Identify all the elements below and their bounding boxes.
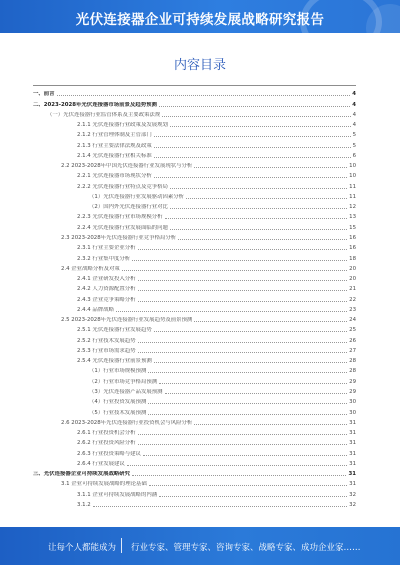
toc-entry-page: 16 [349, 234, 356, 241]
toc-entry-title: （1）行业市场规模预测 [89, 368, 147, 375]
toc-entry[interactable] [33, 374, 356, 384]
toc-leader-dots [194, 424, 347, 425]
toc-entry-title: 2.5.4 光伏连接器行业前景预测 [77, 358, 152, 365]
toc-entry-title: 2.6.3 行业投资策略与建议 [77, 450, 141, 457]
toc-entry[interactable] [33, 323, 356, 333]
toc-entry-page: 31 [349, 430, 356, 437]
toc-entry[interactable] [33, 262, 356, 272]
toc-entry-title: 2.5.1 光伏连接器行业发展趋势 [77, 327, 152, 334]
toc-entry-page: 18 [349, 255, 356, 262]
toc-entry-title: （2）行业市场竞争格局预测 [89, 378, 158, 385]
toc-leader-dots [122, 270, 347, 271]
toc-leader-dots [159, 106, 350, 107]
toc-leader-dots [93, 506, 347, 507]
toc-entry-title: 三、光伏连接器企业可持续发展战略研究 [33, 471, 131, 478]
toc-entry-title: 2.6.2 行业投资风险分析 [77, 440, 136, 447]
toc-leader-dots [154, 177, 347, 178]
toc-entry-page: 16 [349, 245, 356, 252]
toc-entry[interactable] [33, 385, 356, 395]
toc-entry-title: （5）行业技术发展预测 [89, 409, 147, 416]
toc-entry-page: 5 [352, 142, 356, 149]
toc-entry-title: 2.6.1 行业投资机会分析 [77, 430, 136, 437]
toc-entry-page: 28 [349, 358, 356, 365]
toc-entry-page: 24 [349, 317, 356, 324]
toc-entry-page: 11 [349, 183, 356, 190]
toc-entry-page: 31 [349, 450, 356, 457]
toc-entry-page: 27 [349, 347, 356, 354]
toc-leader-dots [194, 167, 347, 168]
toc-entry[interactable] [33, 303, 356, 313]
toc-leader-dots [170, 208, 347, 209]
toc-entry-title: 2.4.4 品牌战略 [77, 306, 114, 313]
toc-entry-title: 2.2.1 光伏连接器市场现状分析 [77, 173, 152, 180]
toc-entry-title: 2.6.4 行业发展建议 [77, 460, 125, 467]
toc-entry-title: 一、前言 [33, 91, 55, 98]
toc-entry-title: 2.3 2023-2028年光伏连接器行业竞争格局分析 [61, 234, 177, 241]
toc-entry-title: 2.5.3 行业市场需求趋势 [77, 347, 136, 354]
toc-entry[interactable] [33, 118, 356, 128]
toc-leader-dots [165, 218, 348, 219]
toc-leader-dots [154, 362, 347, 363]
toc-entry[interactable] [33, 436, 356, 446]
toc-leader-dots [132, 260, 347, 261]
toc-leader-dots [138, 434, 348, 435]
toc-entry-title: 2.2.3 光伏连接器行业市场规模分析 [77, 214, 163, 221]
toc-leader-dots [170, 188, 347, 189]
toc-entry-title: （1）光伏连接器行业发展驱动因素分析 [89, 193, 185, 200]
toc-entry-title: 3.1.2 [77, 501, 91, 508]
toc-entry[interactable] [33, 498, 356, 508]
toc-entry-page: 32 [349, 501, 356, 508]
toc-entry-page: 31 [348, 471, 356, 478]
toc-leader-dots [154, 147, 351, 148]
toc-leader-dots [138, 342, 348, 343]
toc-entry-title: 2.2.2 光伏连接器行业特点及竞争格局 [77, 183, 168, 190]
footer-divider [121, 538, 122, 553]
toc-leader-dots [116, 311, 347, 312]
toc-entry-page: 11 [349, 193, 356, 200]
toc-leader-dots [162, 116, 350, 117]
toc-entry-title: 2.4.3 企业竞争策略分析 [77, 296, 136, 303]
toc-entry[interactable] [33, 344, 356, 354]
toc-entry-title: 2.2.4 光伏连接器行业发展面临的问题 [77, 224, 168, 231]
toc-entry-page: 25 [349, 327, 356, 334]
footer-tagline: 行业专家、管理专家、咨询专家、战略专家、成功企业家…… [131, 543, 361, 553]
toc-entry-page: 12 [349, 204, 356, 211]
toc-divider [33, 85, 356, 86]
toc-entry[interactable] [33, 354, 356, 364]
toc-entry-title: 2.4.2 人力资源配置分析 [77, 286, 136, 293]
toc-entry-title: 2.3.2 行业集中度分析 [77, 255, 131, 262]
toc-entry[interactable] [33, 251, 356, 261]
toc-entry-title: 3.1.1 企业可持续发展战略的内涵 [77, 491, 158, 498]
toc-entry[interactable] [33, 467, 356, 477]
toc-entry-title: 二、2023-2028年光伏连接器市场前景及趋势预测 [33, 101, 157, 108]
toc-leader-dots [132, 475, 346, 476]
toc-entry-page: 31 [349, 460, 356, 467]
toc-entry[interactable] [33, 405, 356, 415]
toc-entry[interactable] [33, 128, 356, 138]
toc-entry-title: 2.3.1 行业主要企业分析 [77, 245, 136, 252]
toc-entry[interactable] [33, 97, 356, 107]
toc-entry-title: 2.1.2 行业管理体制及主管部门 [77, 132, 152, 139]
toc-leader-dots [186, 198, 347, 199]
toc-entry-page: 30 [349, 399, 356, 406]
report-header [0, 0, 400, 33]
toc-entry-title: 2.1.4 光伏连接器行业相关标准 [77, 152, 152, 159]
toc-entry[interactable] [33, 457, 356, 467]
toc-leader-dots [154, 331, 347, 332]
toc-leader-dots [138, 301, 348, 302]
toc-entry-page: 20 [349, 276, 356, 283]
toc-entry[interactable] [33, 87, 356, 97]
toc-entry-page: 32 [349, 491, 356, 498]
toc-entry[interactable] [33, 426, 356, 436]
toc-entry[interactable] [33, 169, 356, 179]
toc-entry-page: 10 [349, 173, 356, 180]
toc-entry-page: 20 [349, 265, 356, 272]
toc-entry-title: 3.1 企业可持续发展战略的理论基础 [61, 481, 147, 488]
toc-entry[interactable] [33, 138, 356, 148]
toc-leader-dots [194, 321, 347, 322]
toc-leader-dots [138, 290, 348, 291]
toc-leader-dots [143, 455, 347, 456]
toc-entry-page: 28 [349, 368, 356, 375]
toc-entry-page: 29 [349, 388, 356, 395]
toc-entry[interactable] [33, 272, 356, 282]
report-title: 光伏连接器企业可持续发展战略研究报告 [75, 12, 325, 28]
toc-entry[interactable] [33, 292, 356, 302]
table-of-contents [33, 87, 356, 508]
toc-entry-title: 2.1.1 光伏连接器行业政策及发展规划 [77, 122, 168, 129]
toc-entry-page: 29 [349, 378, 356, 385]
toc-entry[interactable] [33, 231, 356, 241]
toc-entry[interactable] [33, 179, 356, 189]
toc-entry-page: 6 [352, 152, 356, 159]
toc-entry-page: 4 [352, 122, 356, 129]
toc-leader-dots [159, 383, 347, 384]
toc-entry[interactable] [33, 477, 356, 487]
toc-entry-page: 13 [349, 214, 356, 221]
toc-entry-title: 2.6 2023-2028年光伏连接器行业投资机会与风险分析 [61, 419, 193, 426]
toc-entry-title: 2.1.3 行业主要法律法规及政策 [77, 142, 152, 149]
toc-leader-dots [148, 403, 347, 404]
toc-entry-page: 21 [349, 286, 356, 293]
toc-leader-dots [149, 485, 347, 486]
toc-entry[interactable] [33, 210, 356, 220]
toc-entry[interactable] [33, 416, 356, 426]
toc-entry-page: 5 [352, 132, 356, 139]
toc-leader-dots [138, 280, 348, 281]
toc-entry[interactable] [33, 282, 356, 292]
toc-leader-dots [127, 465, 347, 466]
toc-entry-page: 15 [349, 224, 356, 231]
toc-entry[interactable] [33, 159, 356, 169]
toc-entry[interactable] [33, 333, 356, 343]
toc-entry[interactable] [33, 487, 356, 497]
toc-leader-dots [178, 239, 347, 240]
toc-leader-dots [138, 249, 348, 250]
toc-entry-page: 30 [349, 409, 356, 416]
toc-leader-dots [170, 229, 347, 230]
toc-leader-dots [165, 393, 348, 394]
toc-entry-page: 26 [349, 337, 356, 344]
toc-entry[interactable] [33, 241, 356, 251]
toc-leader-dots [138, 444, 348, 445]
toc-entry-page: 4 [352, 101, 356, 108]
toc-leader-dots [170, 126, 351, 127]
toc-entry[interactable] [33, 108, 356, 118]
toc-entry-title: （2）国内外光伏连接器行业对比 [89, 204, 168, 211]
toc-leader-dots [159, 496, 347, 497]
toc-entry-title: （一）光伏连接器行业监管体系及主要政策法规 [47, 111, 161, 118]
toc-entry[interactable] [33, 446, 356, 456]
toc-entry[interactable] [33, 149, 356, 159]
toc-leader-dots [154, 157, 351, 158]
toc-entry-page: 22 [349, 296, 356, 303]
toc-entry[interactable] [33, 364, 356, 374]
toc-entry-page: 31 [349, 419, 356, 426]
toc-entry-title: 2.4.1 企业研发投入分析 [77, 276, 136, 283]
toc-entry[interactable] [33, 313, 356, 323]
toc-heading: 内容目录 [173, 58, 226, 73]
toc-entry-page: 10 [349, 163, 356, 170]
toc-entry[interactable] [33, 395, 356, 405]
toc-leader-dots [148, 414, 347, 415]
toc-entry-page: 31 [349, 440, 356, 447]
toc-entry-page: 4 [352, 111, 356, 118]
toc-entry-title: 2.5 2023-2028年光伏连接器行业发展趋势及前景预测 [61, 317, 193, 324]
toc-entry-title: 2.5.2 行业技术发展趋势 [77, 337, 136, 344]
toc-entry[interactable] [33, 220, 356, 230]
footer-slogan: 让每个人都能成为 [48, 543, 117, 553]
toc-leader-dots [148, 372, 347, 373]
toc-entry-title: 2.4 企业战略分析及对策 [61, 265, 120, 272]
toc-entry-title: （4）行业投资发展预测 [89, 399, 147, 406]
toc-entry-title: （3）光伏连接器产品发展预测 [89, 388, 163, 395]
toc-entry[interactable] [33, 200, 356, 210]
toc-entry-page: 23 [349, 306, 356, 313]
toc-leader-dots [154, 136, 351, 137]
page-footer [0, 527, 400, 565]
toc-entry-title: 2.2 2023-2028年中国光伏连接器行业发展现状与分析 [61, 163, 193, 170]
toc-leader-dots [138, 352, 348, 353]
toc-leader-dots [57, 95, 351, 96]
toc-entry[interactable] [33, 190, 356, 200]
toc-entry-page: 4 [352, 91, 356, 98]
toc-entry-page: 31 [349, 481, 356, 488]
